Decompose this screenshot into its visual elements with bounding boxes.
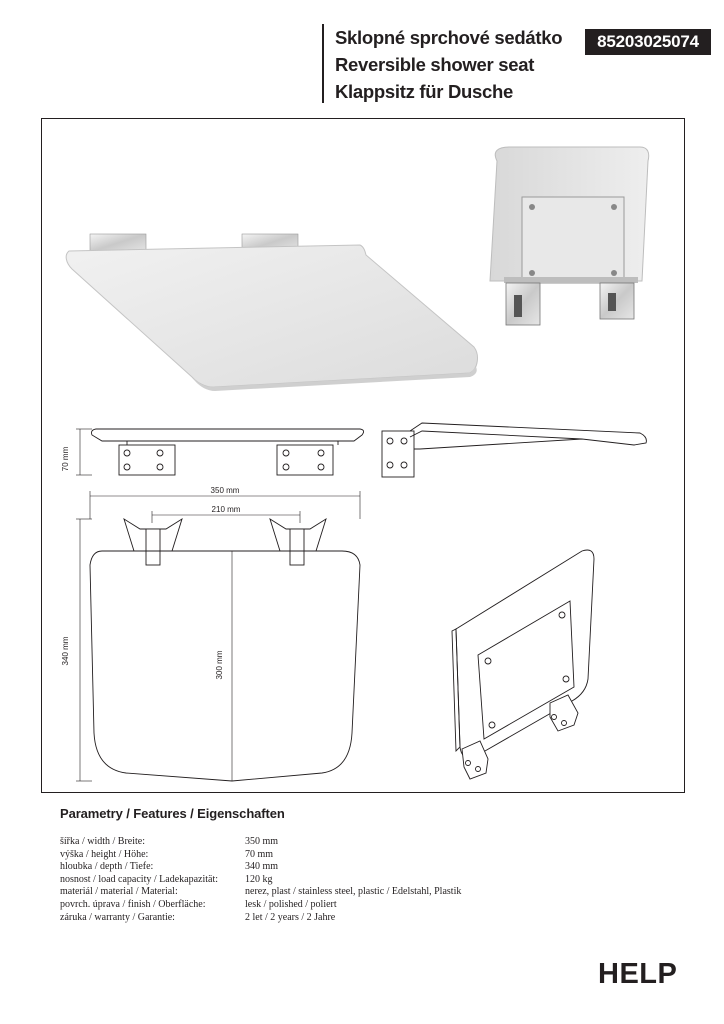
param-label: hloubka / depth / Tiefe: bbox=[60, 861, 154, 873]
dim-seat-depth: 300 mm bbox=[215, 650, 224, 680]
dim-mount-spacing: 210 mm bbox=[211, 505, 241, 514]
drawing-frame bbox=[41, 118, 685, 793]
top-view-drawing bbox=[90, 519, 360, 781]
param-label: záruka / warranty / Garantie: bbox=[60, 911, 175, 923]
param-value: 120 kg bbox=[245, 873, 273, 885]
dim-width: 350 mm bbox=[210, 486, 240, 495]
seat-photo-perspective bbox=[66, 234, 477, 391]
param-label: nosnost / load capacity / Ladekapazität: bbox=[60, 873, 218, 885]
param-value: nerez, plast / stainless steel, plastic / Edelstahl, Plastik bbox=[245, 886, 462, 898]
param-value: 350 mm bbox=[245, 836, 279, 847]
isometric-drawing bbox=[452, 550, 594, 779]
product-code: 85203025074 bbox=[585, 29, 711, 55]
param-value: 340 mm bbox=[245, 861, 279, 873]
param-value: lesk / polished / poliert bbox=[245, 898, 337, 910]
section-divider bbox=[41, 792, 683, 793]
seat-photo-folded bbox=[490, 147, 649, 325]
param-label: povrch. úprava / finish / Oberfläche: bbox=[60, 898, 206, 910]
param-value: 70 mm bbox=[245, 848, 274, 860]
brand-logo: HELP bbox=[598, 958, 678, 990]
title-cs: Sklopné sprchové sedátko bbox=[335, 27, 563, 48]
param-label: šířka / width / Breite: bbox=[60, 836, 145, 847]
param-value: 2 let / 2 years / 2 Jahre bbox=[245, 911, 336, 923]
technical-drawing bbox=[42, 119, 684, 792]
title-de: Klappsitz für Dusche bbox=[335, 81, 513, 102]
dimension-lines bbox=[76, 429, 360, 781]
front-view-drawing bbox=[92, 429, 364, 475]
dim-height: 70 mm bbox=[61, 446, 70, 472]
header-divider bbox=[322, 24, 324, 103]
title-en: Reversible shower seat bbox=[335, 54, 535, 75]
param-label: materiál / material / Material: bbox=[60, 886, 178, 898]
parameters-heading: Parametry / Features / Eigenschaften bbox=[60, 806, 285, 821]
side-view-drawing bbox=[382, 423, 646, 477]
dim-depth: 340 mm bbox=[61, 636, 70, 666]
product-titles bbox=[335, 24, 562, 105]
param-label: výška / height / Höhe: bbox=[60, 848, 149, 860]
